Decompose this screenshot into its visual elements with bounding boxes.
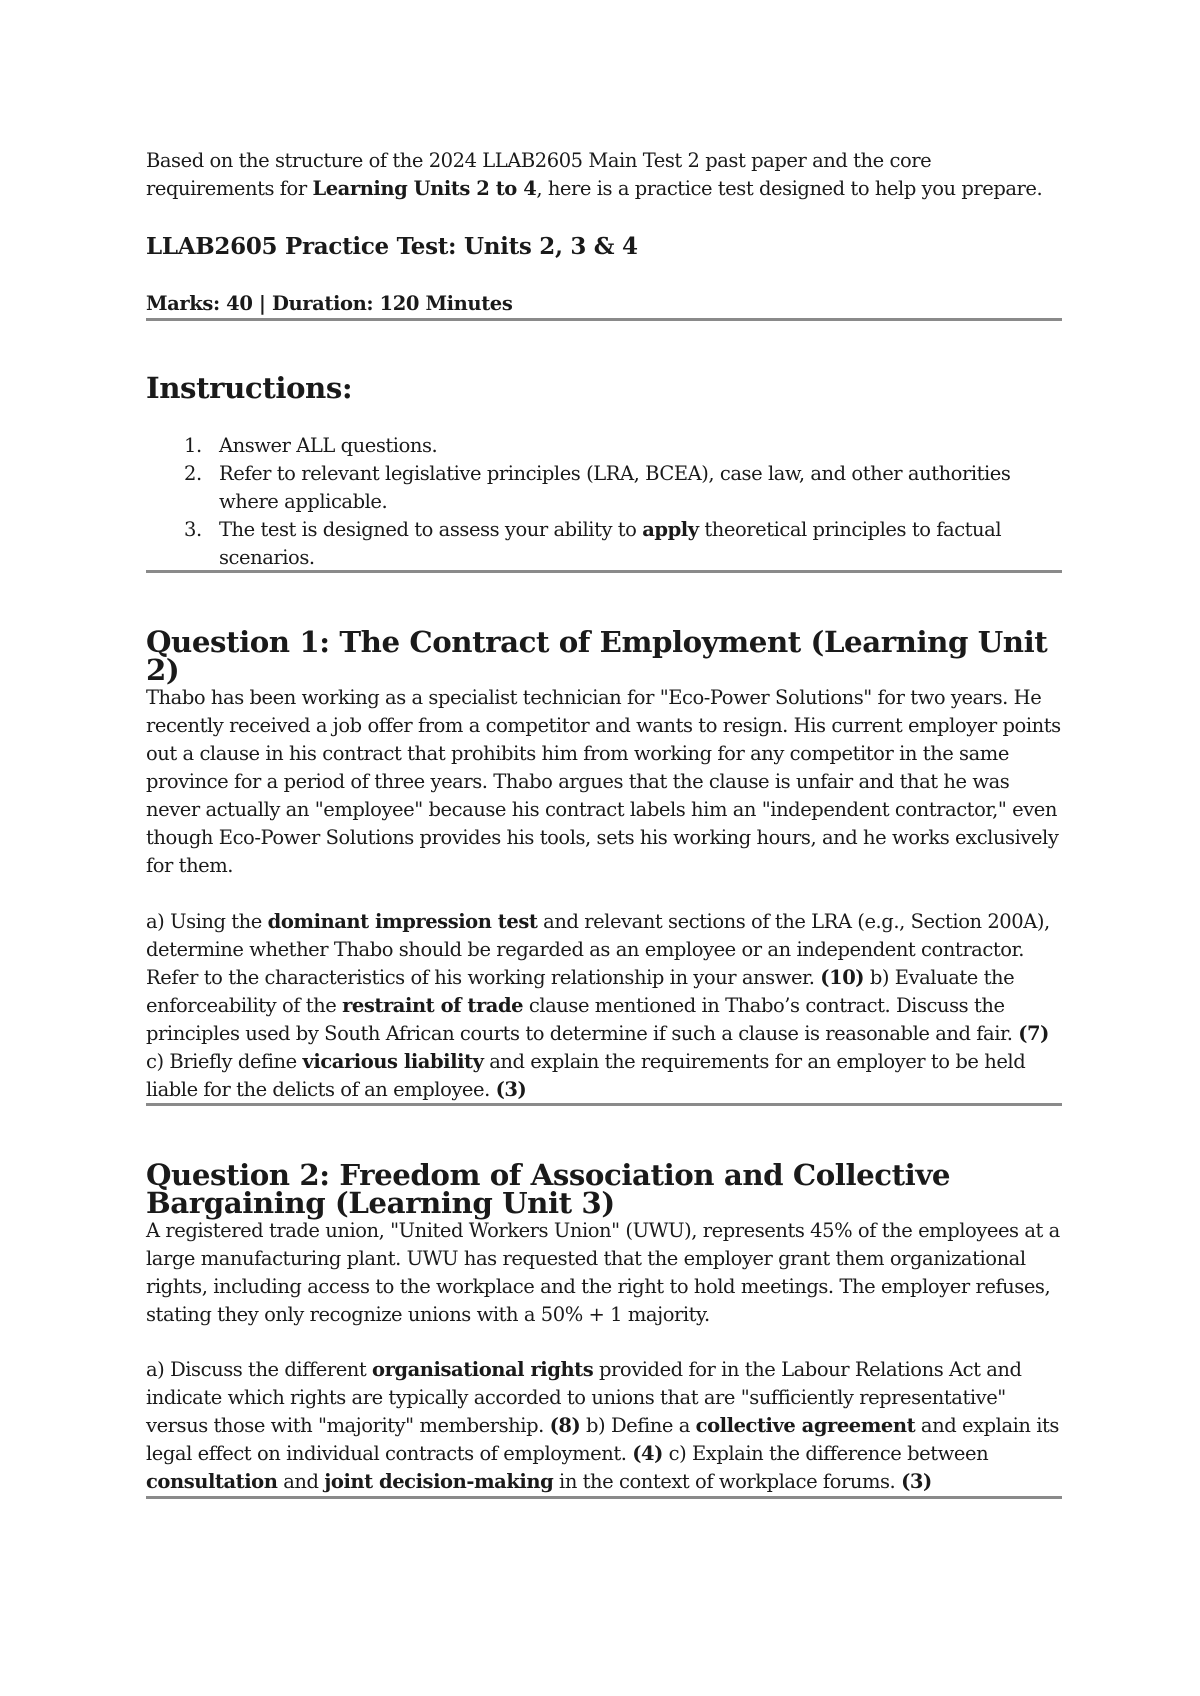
term-emphasis: restraint of trade (342, 994, 524, 1017)
section-divider (146, 1103, 1062, 1106)
marks-label: (4) (632, 1442, 663, 1465)
list-number: 2. (184, 462, 202, 485)
marks-label: (8) (549, 1414, 581, 1437)
list-text-end: theoretical principles to factual scenarios. (219, 518, 1002, 569)
question-2-heading: Question 2: Freedom of Association and Collective Bargaining (Learning Unit 3) (146, 1158, 951, 1220)
list-item (146, 432, 1062, 460)
intro-text-end: , here is a practice test designed to help you prepare. (536, 177, 1043, 200)
list-emphasis: apply (642, 518, 699, 541)
term-emphasis: consultation (146, 1470, 278, 1493)
list-text: Refer to relevant legislative principles (LRA, BCEA), case law, and other authorities where applicable. (219, 462, 1011, 513)
term-emphasis: organisational rights (372, 1358, 594, 1381)
marks-label: (3) (495, 1078, 527, 1101)
term-emphasis: dominant impression test (267, 910, 538, 933)
question-2-scenario: A registered trade union, "United Workers Union" (UWU), represents 45% of the employees at a large manufacturing plant. UWU has requested that the employer grant them organizational rights, including access to the workplace and the right to hold meetings. The employer refuses, stating they only recognize unions with a 50% + 1 majority. (146, 1219, 1060, 1326)
marks-label: (10) (820, 966, 865, 989)
instructions-list (146, 432, 1062, 572)
marks-label: (7) (1018, 1022, 1049, 1045)
marks-label: (3) (901, 1470, 932, 1493)
page-title: LLAB2605 Practice Test: Units 2, 3 & 4 (146, 233, 638, 260)
section-divider (146, 570, 1062, 573)
list-number: 3. (184, 518, 202, 541)
question-1-tasks: a) Using the dominant impression test and relevant sections of the LRA (e.g., Section 200A), determine whether Thabo should be regarded as an employee or an independent contractor. Refer to the characteristics of his working relationship in your answer. (10) b) Evaluate the enforceability of the restraint of trade clause mentioned in Thabo’s contract. Discuss the principles used by South African courts to determine if such a clause is reasonable and fair. (7) c) Briefly define vicarious liability and explain the requirements for an employer to be held liable for the delicts of an employee. (3) (146, 910, 1050, 1101)
list-number: 1. (184, 434, 202, 457)
question-2-tasks: a) Discuss the different organisational rights provided for in the Labour Relations Act and indicate which rights are typically accorded to unions that are "sufficiently representative" versus those with "majority" membership. (8) b) Define a collective agreement and explain its legal effect on individual contracts of employment. (4) c) Explain the difference between consultation and joint decision-making in the context of workplace forums. (3) (146, 1358, 1059, 1493)
question-1-heading: Question 1: The Contract of Employment (Learning Unit 2) (146, 625, 1048, 687)
list-item (146, 516, 1062, 572)
term-emphasis: vicarious liability (302, 1050, 484, 1073)
list-item (146, 460, 1062, 516)
term-emphasis: collective agreement (695, 1414, 916, 1437)
marks-duration-line: Marks: 40 | Duration: 120 Minutes (146, 292, 513, 315)
list-text: Answer ALL questions. (219, 434, 438, 457)
section-divider (146, 1496, 1062, 1499)
list-text: The test is designed to assess your ability to (219, 518, 643, 541)
term-emphasis: joint decision-making (324, 1470, 554, 1493)
intro-text: Based on the structure of the 2024 LLAB2605 Main Test 2 past paper and the core requirements for (146, 149, 932, 200)
instructions-heading: Instructions: (146, 371, 353, 405)
intro-emphasis: Learning Units 2 to 4 (312, 177, 537, 200)
section-divider (146, 318, 1062, 321)
question-1-scenario: Thabo has been working as a specialist technician for "Eco-Power Solutions" for two years. He recently received a job offer from a competitor and wants to resign. His current employer points out a clause in his contract that prohibits him from working for any competitor in the same province for a period of three years. Thabo argues that the clause is unfair and that he was never actually an "employee" because his contract labels him an "independent contractor," even though Eco-Power Solutions provides his tools, sets his working hours, and he works exclusively for them. (146, 686, 1061, 877)
intro-paragraph (146, 147, 1062, 203)
